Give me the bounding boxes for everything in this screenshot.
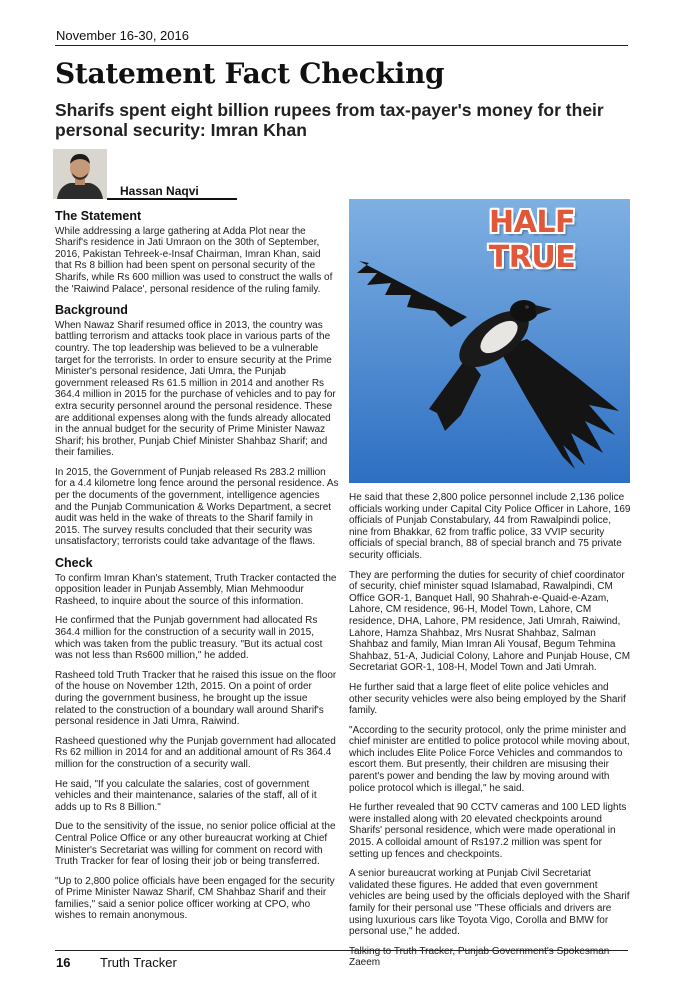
headline: Sharifs spent eight billion rupees from tax-payer's money for their personal security: Imran Khan xyxy=(55,100,604,140)
right-column xyxy=(349,492,631,977)
check-paragraph: Due to the sensitivity of the issue, no senior police official at the Central Police Office or any other bureaucrat working at Chief Minister's Secretariat was willing for comment on record with Truth Tracker for fear of losing their job or being transferred. xyxy=(55,821,336,868)
check-paragraph: To confirm Imran Khan's statement, Truth Tracker contacted the opposition leader in Punjab Assembly, Mian Mehmoodur Rasheed, to inquire about the source of this information. xyxy=(55,572,337,607)
bottom-divider xyxy=(55,950,628,951)
body-paragraph: A senior bureaucrat working at Punjab Civil Secretariat validated these figures. He added that even government vehicles are being used by the officials deployed with the Sharif family for their personal use "These officials and drivers are using luxurious cars like Toyota Vigo, Corolla and BMW for personal use," he added. xyxy=(349,868,630,938)
publication-name: Truth Tracker xyxy=(100,955,177,970)
top-divider xyxy=(55,45,628,46)
background-heading: Background xyxy=(55,303,128,318)
section-title: Statement Fact Checking xyxy=(55,57,445,90)
body-paragraph: Talking to Truth Tracker, Punjab Government's Spokesman Zaeem xyxy=(349,945,610,969)
statement-heading: The Statement xyxy=(55,209,142,223)
background-paragraph: When Nawaz Sharif resumed office in 2013, the country was battling terrorism and attacks took place in various parts of the country. The top leadership was believed to be a vulnerable target for the terrorists. In order to ensure security at the Prime Minister's personal residence, Jati Umra, the Punjab government released Rs 61.5 million in 2014 and another Rs 364.4 million in 2015 for the purchase of vehicles and to pay for extra security personnel around the personal residence. These are additional expenses along with the funds already allocated in the annual budget for the security of Prime Minister Nawaz Sharif; his brother, Punjab Chief Minister Shahbaz Sharif; and their families. xyxy=(55,319,336,459)
author-underline xyxy=(107,198,237,200)
body-paragraph: He said that these 2,800 police personnel include 2,136 police officials working under Capital City Police Officer in Lahore, 169 officials of Punjab Constabulary, 44 from Rawalpindi police, nine from Bhakkar, 62 from traffic police, 33 VVIP security officials of special branch, 88 of special branch and 75 private security officials. xyxy=(349,492,631,561)
author-photo xyxy=(53,149,107,199)
check-paragraph: "Up to 2,800 police officials have been engaged for the security of Prime Minister Nawaz Sharif, CM Shahbaz Sharif and their families," said a senior police officer working at CPO, who wishes to remain anonymous. xyxy=(55,875,335,922)
body-paragraph: He further revealed that 90 CCTV cameras and 100 LED lights were installed along with 20 elevated checkpoints around Sharifs' personal residence, which were made operational in 2015. A colloidal amount of Rs197.2 million was spent for setting up fences and checkpoints. xyxy=(349,802,627,860)
check-paragraph: Rasheed questioned why the Punjab government had allocated Rs 62 million in 2014 for and an additional amount of Rs 364.4 million for the construction of a security wall. xyxy=(55,735,336,770)
statement-paragraph: While addressing a large gathering at Adda Plot near the Sharif's residence in Jati Umraon on the 30th of September, 2016, Pakistan Tehreek-e-Insaf Chairman, Imran Khan, said that Rs 8 billion had been spent on personal security of the Sharifs, while Rs 600 million was used to construct the walls of the 'Raiwind Palace', personal residence of the ruling family. xyxy=(55,225,333,295)
check-paragraph: He confirmed that the Punjab government had allocated Rs 364.4 million for the construction of a security wall in 2015, which was taken from the public treasury. "But its actual cost was not less than Rs600 million," he added. xyxy=(55,615,323,662)
body-paragraph: They are performing the duties for security of chief coordinator of security, chief minister squad Islamabad, Rawalpindi, CM Office GOR-1, Banquet Hall, 90 Shahrah-e-Quaid-e-Azam, Lahore, CM residence, 96-H, Model Town, Lahore, CM residence, DHA, Lahore, PM residence, Jati Umrah, Raiwind, Lahore, Hamza Shahbaz, Mrs Nusrat Shahbaz, Salman Shahbaz and family, Mian Imran Ali Yousaf, Begum Tehmina Shahbaz, 51-A, Judicial Colony, Lahore and Punjab House, CM Secretariat GOR-1, 108-H, Model Town and Jati Umrah. xyxy=(349,569,631,674)
background-paragraph: In 2015, the Government of Punjab released Rs 283.2 million for a 4.4 kilometre long fence around the personal residence. As per the documents of the government, intelligence agencies and the Punjab Communication & Works Department, a secret audit was held in the wake of threats to the Sharif family in 2015. The survey results concluded that their security was unsatisfactory; terrorists could take advantage of the flaws. xyxy=(55,466,339,548)
check-paragraph: He said, "If you calculate the salaries, cost of government vehicles and their maintenance, salaries of the staff, all of it adds up to Rs 8 Billion." xyxy=(55,778,317,813)
check-heading: Check xyxy=(55,556,93,571)
left-column xyxy=(55,211,339,930)
body-paragraph: He further said that a large fleet of elite police vehicles and other security vehicles were also being employed by the Sharif family. xyxy=(349,681,626,717)
author-name: Hassan Naqvi xyxy=(120,184,199,198)
verdict-label: HALF TRUE xyxy=(488,205,576,275)
body-paragraph: "According to the security protocol, only the prime minister and chief minister are entitled to police protocol while moving about, which includes Elite Police Force Vehicles and commandos to escort them. But presently, their children are misusing their parent's power and bending the law by moving around with police protocol which is illegal," he said. xyxy=(349,724,630,794)
page-number: 16 xyxy=(56,955,71,970)
check-paragraph: Rasheed told Truth Tracker that he raised this issue on the floor of the house on November 12th, 2015. On a point of order during the government business, he brought up the issue related to the construction of a boundary wall around Sharif's personal residence in Jati Umra, Raiwind. xyxy=(55,669,337,728)
issue-date: November 16-30, 2016 xyxy=(56,28,189,43)
